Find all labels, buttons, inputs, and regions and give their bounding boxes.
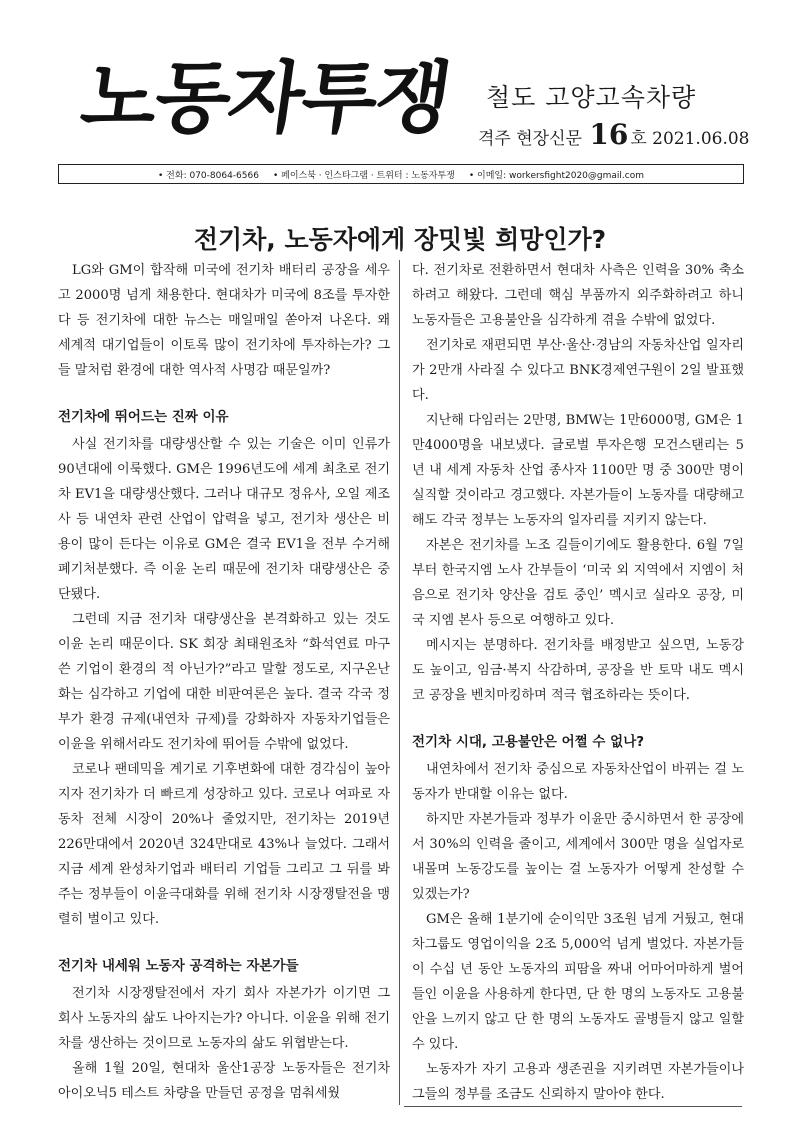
paragraph-continued: 다. 전기차로 전환하면서 현대차 사측은 인력을 30% 축소하려고 해왔다. 그런데 핵심 부품까지 외주화하려고 하니 노동자들은 고용불안을 심각하게 겪을 수밖에 없었다. bbox=[412, 263, 744, 328]
section-title-2: 전기차 내세워 노동자 공격하는 자본가들 bbox=[58, 958, 299, 974]
section-title-3: 전기차 시대, 고용불안은 어쩔 수 없나? bbox=[412, 734, 645, 750]
paragraph: 지난해 다임러는 2만명, BMW는 1만6000명, GM은 1만4000명을 내보냈다. 글로벌 투자은행 모건스탠리는 5년 내 세계 자동차 산업 종사자 1100만 명 중 300만 명이 실직할 것이라고 경고했다. 자본가들이 노동자를 대량해고해도 각국 정부는 노동자의 일자리를 지키지 않는다. bbox=[412, 413, 744, 528]
paragraph: 자본은 전기차를 노조 길들이기에도 활용한다. 6월 7일부터 한국지엠 노사 간부들이 ‘미국 외 지역에서 지엠이 처음으로 전기차 양산을 검토 중인’ 멕시코 실라오 공장, 미국 지엠 본사 등으로 여행하고 있다. bbox=[412, 538, 744, 628]
article-intro: LG와 GM이 합작해 미국에 전기차 배터리 공장을 세우고 2000명 넘게 채용한다. 현대차가 미국에 8조를 투자한다 등 전기차에 대한 뉴스는 매일매일 쏟아져 나온다. 왜 세계적 대기업들이 이토록 많이 전기차에 투자하는가? 그들 말처럼 환경에 대한 역사적 사명감 때문일까? bbox=[58, 263, 390, 378]
issue-info bbox=[478, 118, 750, 151]
article-column-right bbox=[412, 258, 744, 1107]
contact-sns: • 페이스북 · 인스타그램 · 트위터 : 노동자투쟁 bbox=[272, 170, 455, 181]
bottom-rule bbox=[404, 1106, 742, 1107]
paragraph: 사실 전기차를 대량생산할 수 있는 기술은 이미 인류가 90년대에 이룩했다. GM은 1996년도에 세계 최초로 전기차 EV1을 대량생산했다. 그러나 대규모 정유사, 오일 제조사 등 내연차 관련 산업이 압력을 넣고, 전기차 생산은 비용이 많이 든다는 이유로 GM은 결국 EV1을 전부 수거해 폐기처분했다. 즉 이윤 논리 때문에 전기차 대량생산은 중단됐다. bbox=[58, 437, 390, 602]
paragraph: GM은 올해 1분기에 순이익만 3조원 넘게 거뒀고, 현대차그룹도 영업이익을 2조 5,000억 넘게 벌었다. 자본가들이 수십 년 동안 노동자의 피땀을 짜내 어마어마하게 벌어들인 이윤을 사용하게 한다면, 단 한 명의 노동자도 고용불안을 느끼지 않고 단 한 명의 노동자도 골병들지 않고 일할 수 있다. bbox=[412, 912, 744, 1052]
paragraph: 메시지는 분명하다. 전기차를 배정받고 싶으면, 노동강도 높이고, 임금·복지 삭감하며, 공장을 반 토막 내도 멕시코 공장을 벤치마킹하며 적극 협조하라는 뜻이다. bbox=[412, 638, 744, 703]
newspaper-logo: 노동자투쟁 bbox=[75, 54, 456, 144]
issue-date: 2021.06.08 bbox=[652, 129, 750, 149]
paragraph: 전기차 시장쟁탈전에서 자기 회사 자본가가 이기면 그 회사 노동자의 삶도 나아지는가? 아니다. 이윤을 위해 전기차를 생산하는 것이므로 노동자의 삶도 위협받는다. bbox=[58, 986, 390, 1051]
issue-prefix: 격주 현장신문 bbox=[478, 129, 582, 149]
article-column-left bbox=[58, 258, 390, 1106]
issue-suffix: 호 bbox=[630, 129, 647, 149]
paragraph: 올해 1월 20일, 현대차 울산1공장 노동자들은 전기차 아이오닉5 테스트 차량을 만들던 공정을 멈춰세웠 bbox=[58, 1061, 390, 1101]
masthead bbox=[0, 0, 800, 185]
paragraph: 노동자가 자기 고용과 생존권을 지키려면 자본가들이나 그들의 정부를 조금도 신뢰하지 말아야 한다. bbox=[412, 1062, 744, 1102]
paragraph: 내연차에서 전기차 중심으로 자동차산업이 바뀌는 걸 노동자가 반대할 이유는 없다. bbox=[412, 762, 744, 802]
contact-email: • 이메일: workersfight2020@gmail.com bbox=[468, 170, 644, 181]
paragraph: 그런데 지금 전기차 대량생산을 본격화하고 있는 것도 이윤 논리 때문이다. SK 회장 최태원조차 “화석연료 마구 쓴 기업이 환경의 적 아닌가?”라고 말할 정도로, 지구온난화는 심각하고 기업에 대한 비판여론은 높다. 결국 각국 정부가 환경 규제(내연차 규제)를 강화하자 자동차기업들은 이윤을 위해서라도 전기차에 뛰어들 수밖에 없었다. bbox=[58, 612, 390, 752]
section-title-1: 전기차에 뛰어드는 진짜 이유 bbox=[58, 409, 229, 425]
article-headline: 전기차, 노동자에게 장밋빛 희망인가? bbox=[193, 224, 607, 254]
paragraph: 전기차로 재편되면 부산·울산·경남의 자동차산업 일자리가 2만개 사라질 수 있다고 BNK경제연구원이 2일 발표했다. bbox=[412, 338, 744, 403]
issue-number: 16 bbox=[589, 118, 629, 151]
column-divider bbox=[399, 260, 400, 1105]
paragraph: 코로나 팬데믹을 계기로 기후변화에 대한 경각심이 높아지자 전기차가 더 빠르게 성장하고 있다. 코로나 여파로 자동차 전체 시장이 20%나 줄었지만, 전기차는 2019년 226만대에서 2020년 324만대로 43%나 늘었다. 그래서 지금 세계 완성차기업과 배터리 기업들 그리고 그 뒤를 봐주는 정부들이 이윤극대화를 위해 전기차 시장쟁탈전을 맹렬히 벌이고 있다. bbox=[58, 762, 390, 927]
edition-subtitle: 철도 고양고속차량 bbox=[486, 83, 697, 112]
contact-phone: • 전화: 070-8064-6566 bbox=[158, 170, 259, 181]
contact-bar bbox=[58, 164, 744, 184]
paragraph: 하지만 자본가들과 정부가 이윤만 중시하면서 한 공장에서 30%의 인력을 줄이고, 세계에서 300만 명을 실업자로 내몰며 노동강도를 높이는 걸 노동자가 어떻게 찬성할 수 있겠는가? bbox=[412, 812, 744, 902]
